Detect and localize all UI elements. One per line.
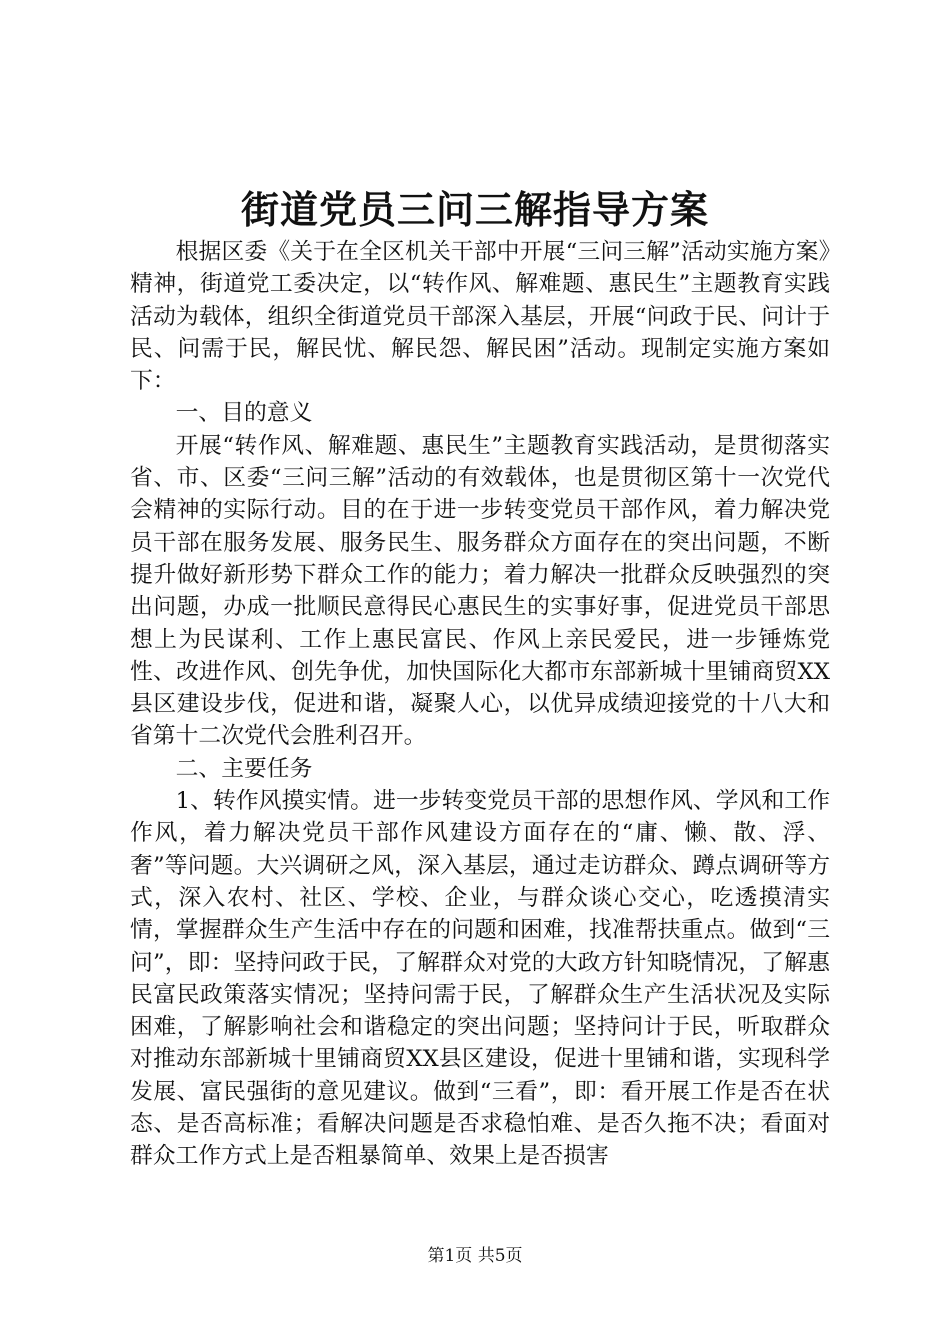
section-heading-tasks: 二、主要任务 [175,755,313,782]
page-number-footer: 第1页 共5页 [427,1246,523,1266]
document-body [130,236,830,1173]
purpose-paragraph: 开展“转作风、解难题、惠民生”主题教育实践活动，是贯彻落实省、市、区委“三问三解”活动的有效载体，也是贯彻区第十一次党代会精神的实际行动。目的在于进一步转变党员干部作风，着力解决党员干部在服务发展、服务民生、服务群众方面存在的突出问题，不断提升做好新形势下群众工作的能力；着力解决一批群众反映强烈的突出问题，办成一批顺民意得民心惠民生的实事好事，促进党员干部思想上为民谋利、工作上惠民富民、作风上亲民爱民，进一步锤炼党性、改进作风、创先争优，加快国际化大都市东部新城十里铺商贸XX县区建设步伐，促进和谐，凝聚人心，以优异成绩迎接党的十八大和省第十二次党代会胜利召开。 [130,432,830,750]
section-heading-purpose: 一、目的意义 [175,400,313,427]
intro-paragraph: 根据区委《关于在全区机关干部中开展“三问三解”活动实施方案》精神，街道党工委决定，以“转作风、解难题、惠民生”主题教育实践活动为载体，组织全街道党员干部深入基层，开展“问政于民、问计于民、问需于民，解民忧、解民怨、解民困”活动。现制定实施方案如下： [130,239,830,395]
task-paragraph-1: 1、转作风摸实情。进一步转变党员干部的思想作风、学风和工作作风，着力解决党员干部作风建设方面存在的“庸、懒、散、浮、奢”等问题。大兴调研之风，深入基层，通过走访群众、蹲点调研等方式，深入农村、社区、学校、企业，与群众谈心交心，吃透摸清实情，掌握群众生产生活中存在的问题和困难，找准帮扶重点。做到“三问”，即：坚持问政于民，了解群众对党的大政方针知晓情况，了解惠民富民政策落实情况；坚持问需于民，了解群众生产生活状况及实际困难，了解影响社会和谐稳定的突出问题；坚持问计于民，听取群众对推动东部新城十里铺商贸XX县区建设，促进十里铺和谐，实现科学发展、富民强街的意见建议。做到“三看”，即：看开展工作是否在状态、是否高标准；看解决问题是否求稳怕难、是否久拖不决；看面对群众工作方式上是否粗暴简单、效果上是否损害 [130,788,830,1170]
document-title: 街道党员三问三解指导方案 [240,187,709,232]
